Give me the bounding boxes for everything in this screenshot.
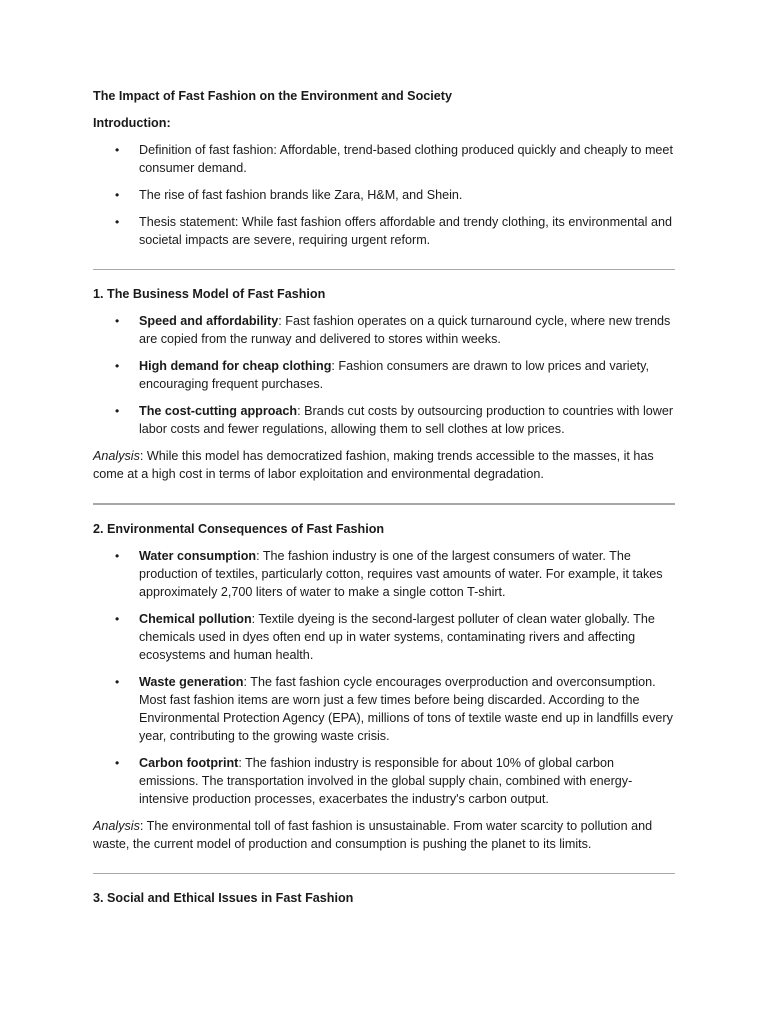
list-item-term: High demand for cheap clothing [139, 359, 332, 373]
bullet-icon: • [115, 314, 120, 328]
list-item-text: Thesis statement: While fast fashion offers affordable and trendy clothing, its environmental and societal impacts are severe, requiring urgent reform. [139, 215, 672, 247]
section-3-heading: 3. Social and Ethical Issues in Fast Fashion [93, 891, 354, 905]
list-item-term: Speed and affordability [139, 314, 279, 328]
list-item [93, 312, 675, 348]
list-item-term: Water consumption [139, 549, 257, 563]
section-2-heading: 2. Environmental Consequences of Fast Fashion [93, 522, 385, 536]
list-item-term: Carbon footprint [139, 756, 239, 770]
section-1-analysis [93, 447, 675, 483]
section-2-list [93, 547, 675, 808]
list-item-text: : Textile dyeing is the second-largest polluter of clean water globally. The chemicals used in dyes often end up in water systems, contaminating rivers and affecting ecosystems and human health. [139, 612, 655, 662]
document-title: The Impact of Fast Fashion on the Environment and Society [93, 89, 452, 103]
section-divider [93, 873, 675, 874]
analysis-text: : While this model has democratized fashion, making trends accessible to the masses, it has come at a high cost in terms of labor exploitation and environmental degradation. [93, 449, 654, 481]
section-divider [93, 269, 675, 270]
list-item [93, 754, 675, 808]
bullet-icon: • [115, 359, 120, 373]
bullet-icon: • [115, 612, 120, 626]
list-item-term: Chemical pollution [139, 612, 252, 626]
document-body [93, 87, 675, 916]
list-item-text: : Brands cut costs by outsourcing production to countries with lower labor costs and fewer regulations, allowing them to sell clothes at low prices. [139, 404, 674, 436]
section-1-heading: 1. The Business Model of Fast Fashion [93, 287, 326, 301]
bullet-icon: • [115, 188, 120, 202]
bullet-icon: • [115, 756, 120, 770]
list-item [93, 213, 675, 249]
list-item-text: : The fashion industry is one of the largest consumers of water. The production of textiles, particularly cotton, requires vast amounts of water. For example, it takes approximately 2,700 liters of water to make a single cotton T-shirt. [139, 549, 663, 599]
section-divider [93, 503, 675, 505]
section-1-list [93, 312, 675, 438]
list-item-text: : The fashion industry is responsible for about 10% of global carbon emissions. The transportation involved in the global supply chain, combined with energy-intensive production processes, exacerbates the industry's carbon output. [139, 756, 633, 806]
list-item [93, 141, 675, 177]
list-item [93, 357, 675, 393]
list-item-term: The cost-cutting approach [139, 404, 298, 418]
list-item-text: : The fast fashion cycle encourages overproduction and overconsumption. Most fast fashion items are worn just a few times before being discarded. According to the Environmental Protection Agency (EPA), millions of tons of textile waste end up in landfills every year, contributing to the growing waste crisis. [139, 675, 673, 743]
list-item [93, 610, 675, 664]
analysis-label: Analysis [93, 819, 140, 833]
list-item-text: The rise of fast fashion brands like Zara, H&M, and Shein. [139, 188, 463, 202]
analysis-text: : The environmental toll of fast fashion is unsustainable. From water scarcity to pollution and waste, the current model of production and consumption is pushing the planet to its limits. [93, 819, 653, 851]
section-2-analysis [93, 817, 675, 853]
intro-list [93, 141, 675, 249]
list-item [93, 547, 675, 601]
bullet-icon: • [115, 675, 120, 689]
list-item [93, 673, 675, 745]
bullet-icon: • [115, 549, 120, 563]
list-item-term: Waste generation [139, 675, 244, 689]
bullet-icon: • [115, 404, 120, 418]
analysis-label: Analysis [93, 449, 140, 463]
list-item-text: : Fashion consumers are drawn to low prices and variety, encouraging frequent purchases. [139, 359, 649, 391]
bullet-icon: • [115, 143, 120, 157]
list-item [93, 186, 675, 204]
list-item-text: : Fast fashion operates on a quick turnaround cycle, where new trends are copied from the runway and delivered to stores within weeks. [139, 314, 671, 346]
list-item-text: Definition of fast fashion: Affordable, trend-based clothing produced quickly and cheaply to meet consumer demand. [139, 143, 673, 175]
list-item [93, 402, 675, 438]
intro-heading: Introduction: [93, 116, 171, 130]
bullet-icon: • [115, 215, 120, 229]
